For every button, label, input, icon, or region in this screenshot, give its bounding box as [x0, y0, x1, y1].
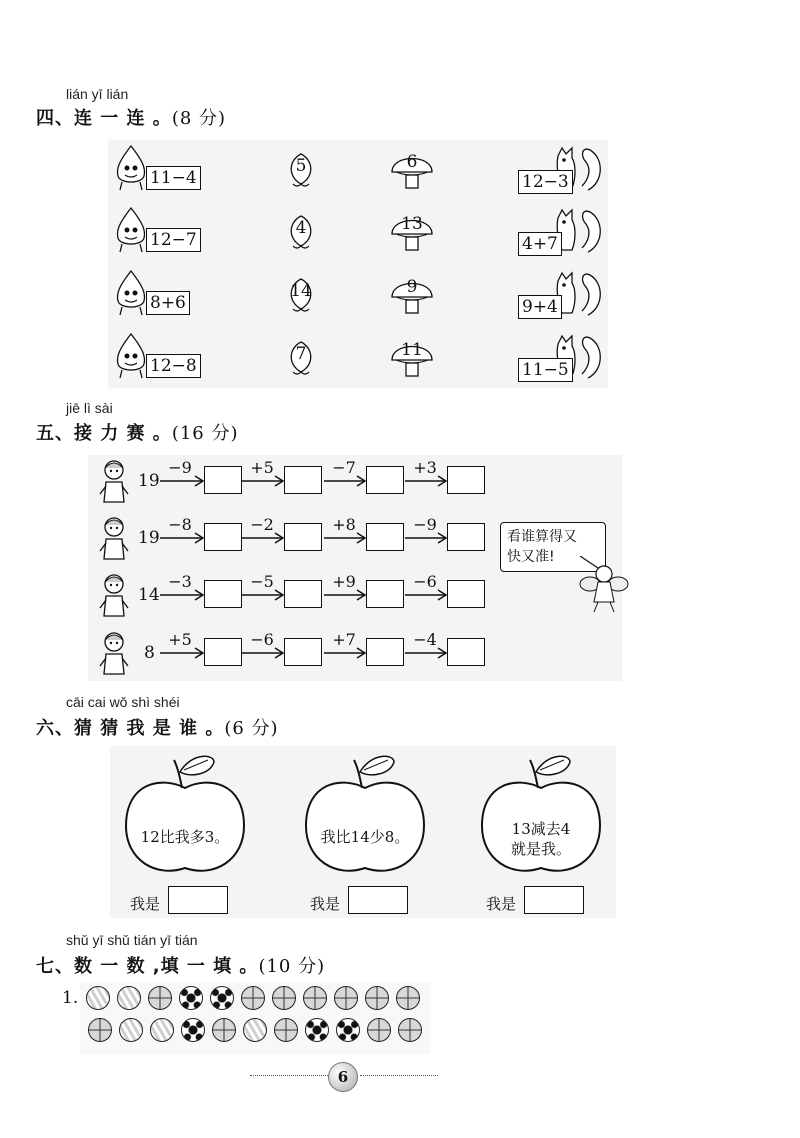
answer-box[interactable]: [204, 523, 242, 551]
volleyball-icon: [119, 1018, 143, 1042]
apple-icon: [478, 752, 604, 880]
section4-heading: [36, 104, 226, 130]
volleyball-icon: [150, 1018, 174, 1042]
answer-box[interactable]: [366, 638, 404, 666]
answer-box[interactable]: [168, 886, 228, 914]
answer-box[interactable]: [366, 523, 404, 551]
section6-title: 六、猜 猜 我 是 谁 。: [36, 718, 225, 739]
answer-box[interactable]: [447, 523, 485, 551]
operation-label: −4: [413, 630, 437, 649]
operation-label: −5: [250, 572, 274, 591]
chain-start-number: 19: [138, 471, 160, 491]
operation-label: −6: [250, 630, 274, 649]
fairy-illustration: [570, 556, 630, 616]
drop-character-icon: [112, 269, 150, 317]
peach-number: 7: [295, 344, 307, 364]
right-expression: 11−5: [518, 358, 573, 382]
answer-box[interactable]: [284, 523, 322, 551]
chain-start-number: 14: [138, 585, 160, 605]
basketball-icon: [365, 986, 389, 1010]
left-expression: 8+6: [146, 291, 190, 315]
answer-box[interactable]: [366, 580, 404, 608]
basketball-icon: [88, 1018, 112, 1042]
operation-label: −8: [168, 515, 192, 534]
peach-number: 4: [295, 218, 307, 238]
section7-points: (10 分): [258, 956, 326, 977]
answer-box[interactable]: [447, 466, 485, 494]
speech-bubble-line2: 快又准!: [507, 549, 555, 565]
operation-label: +8: [332, 515, 356, 534]
answer-box[interactable]: [204, 638, 242, 666]
volleyball-icon: [243, 1018, 267, 1042]
page-number-badge: [328, 1062, 358, 1092]
section4-points: (8 分): [171, 108, 227, 129]
operation-label: −6: [413, 572, 437, 591]
answer-label: 我是: [130, 895, 161, 913]
section5-points: (16 分): [171, 423, 239, 444]
soccer-ball-icon: [305, 1018, 329, 1042]
basketball-icon: [367, 1018, 391, 1042]
section4-title: 四、连 一 连 。: [36, 108, 172, 129]
section7-heading: [36, 952, 325, 978]
answer-label: 我是: [310, 895, 341, 913]
speech-bubble-line1: 看谁算得又: [507, 529, 577, 545]
operation-label: +3: [413, 458, 437, 477]
child-icon: [96, 458, 132, 504]
operation-label: −7: [332, 458, 356, 477]
answer-box[interactable]: [284, 638, 322, 666]
answer-box[interactable]: [366, 466, 404, 494]
child-icon: [96, 572, 132, 618]
drop-character-icon: [112, 144, 150, 192]
section7-pinyin: shǔ yī shǔ tián yī tián: [66, 932, 198, 948]
answer-label: 我是: [486, 895, 517, 913]
left-expression: 12−8: [146, 354, 201, 378]
drop-character-icon: [112, 206, 150, 254]
peach-number: 5: [295, 156, 307, 176]
section5-title: 五、接 力 赛 。: [36, 423, 172, 444]
operation-label: −9: [413, 515, 437, 534]
operation-label: +9: [332, 572, 356, 591]
basketball-icon: [241, 986, 265, 1010]
right-expression: 4+7: [518, 232, 562, 256]
drop-character-icon: [112, 332, 150, 380]
left-expression: 12−7: [146, 228, 201, 252]
apple-clue-line1: 12比我多3。: [140, 828, 230, 846]
section6-heading: [36, 714, 279, 740]
section4-pinyin: lián yī lián: [66, 86, 129, 102]
volleyball-icon: [86, 986, 110, 1010]
operation-label: −9: [168, 458, 192, 477]
answer-box[interactable]: [524, 886, 584, 914]
operation-label: +5: [168, 630, 192, 649]
operation-label: −3: [168, 572, 192, 591]
basketball-icon: [272, 986, 296, 1010]
item-number: 1.: [62, 988, 79, 1008]
mushroom-number: 6: [406, 152, 418, 172]
basketball-icon: [303, 986, 327, 1010]
section6-pinyin: cāi cai wǒ shì shéi: [66, 694, 180, 710]
child-icon: [96, 515, 132, 561]
mushroom-number: 9: [406, 277, 418, 297]
basketball-icon: [398, 1018, 422, 1042]
section5-pinyin: jiē lì sài: [66, 400, 113, 416]
apple-clue-line1: 13减去4: [511, 820, 571, 838]
right-expression: 12−3: [518, 170, 573, 194]
basketball-icon: [334, 986, 358, 1010]
child-icon: [96, 630, 132, 676]
volleyball-icon: [117, 986, 141, 1010]
soccer-ball-icon: [336, 1018, 360, 1042]
answer-box[interactable]: [447, 638, 485, 666]
mushroom-number: 11: [401, 340, 423, 360]
chain-start-number: 8: [144, 643, 155, 663]
right-expression: 9+4: [518, 295, 562, 319]
section5-heading: [36, 419, 238, 445]
page-number: 6: [337, 1068, 349, 1086]
footer-dotted-left: [250, 1075, 328, 1076]
answer-box[interactable]: [204, 466, 242, 494]
soccer-ball-icon: [181, 1018, 205, 1042]
operation-label: −2: [250, 515, 274, 534]
basketball-icon: [396, 986, 420, 1010]
left-expression: 11−4: [146, 166, 201, 190]
operation-label: +7: [332, 630, 356, 649]
answer-box[interactable]: [204, 580, 242, 608]
answer-box[interactable]: [284, 580, 322, 608]
apple-clue-line2: 就是我。: [510, 840, 571, 858]
footer-dotted-right: [360, 1075, 438, 1076]
answer-box[interactable]: [348, 886, 408, 914]
answer-box[interactable]: [284, 466, 322, 494]
mushroom-number: 13: [401, 214, 423, 234]
chain-start-number: 19: [138, 528, 160, 548]
apple-icon: [302, 752, 428, 880]
peach-number: 14: [290, 281, 312, 301]
section7-title: 七、数 一 数 ,填 一 填 。: [36, 956, 259, 977]
soccer-ball-icon: [179, 986, 203, 1010]
basketball-icon: [148, 986, 172, 1010]
basketball-icon: [212, 1018, 236, 1042]
answer-box[interactable]: [447, 580, 485, 608]
operation-label: +5: [250, 458, 274, 477]
basketball-icon: [274, 1018, 298, 1042]
apple-clue-line1: 我比14少8。: [320, 828, 410, 846]
soccer-ball-icon: [210, 986, 234, 1010]
apple-icon: [122, 752, 248, 880]
section6-points: (6 分): [224, 718, 279, 739]
